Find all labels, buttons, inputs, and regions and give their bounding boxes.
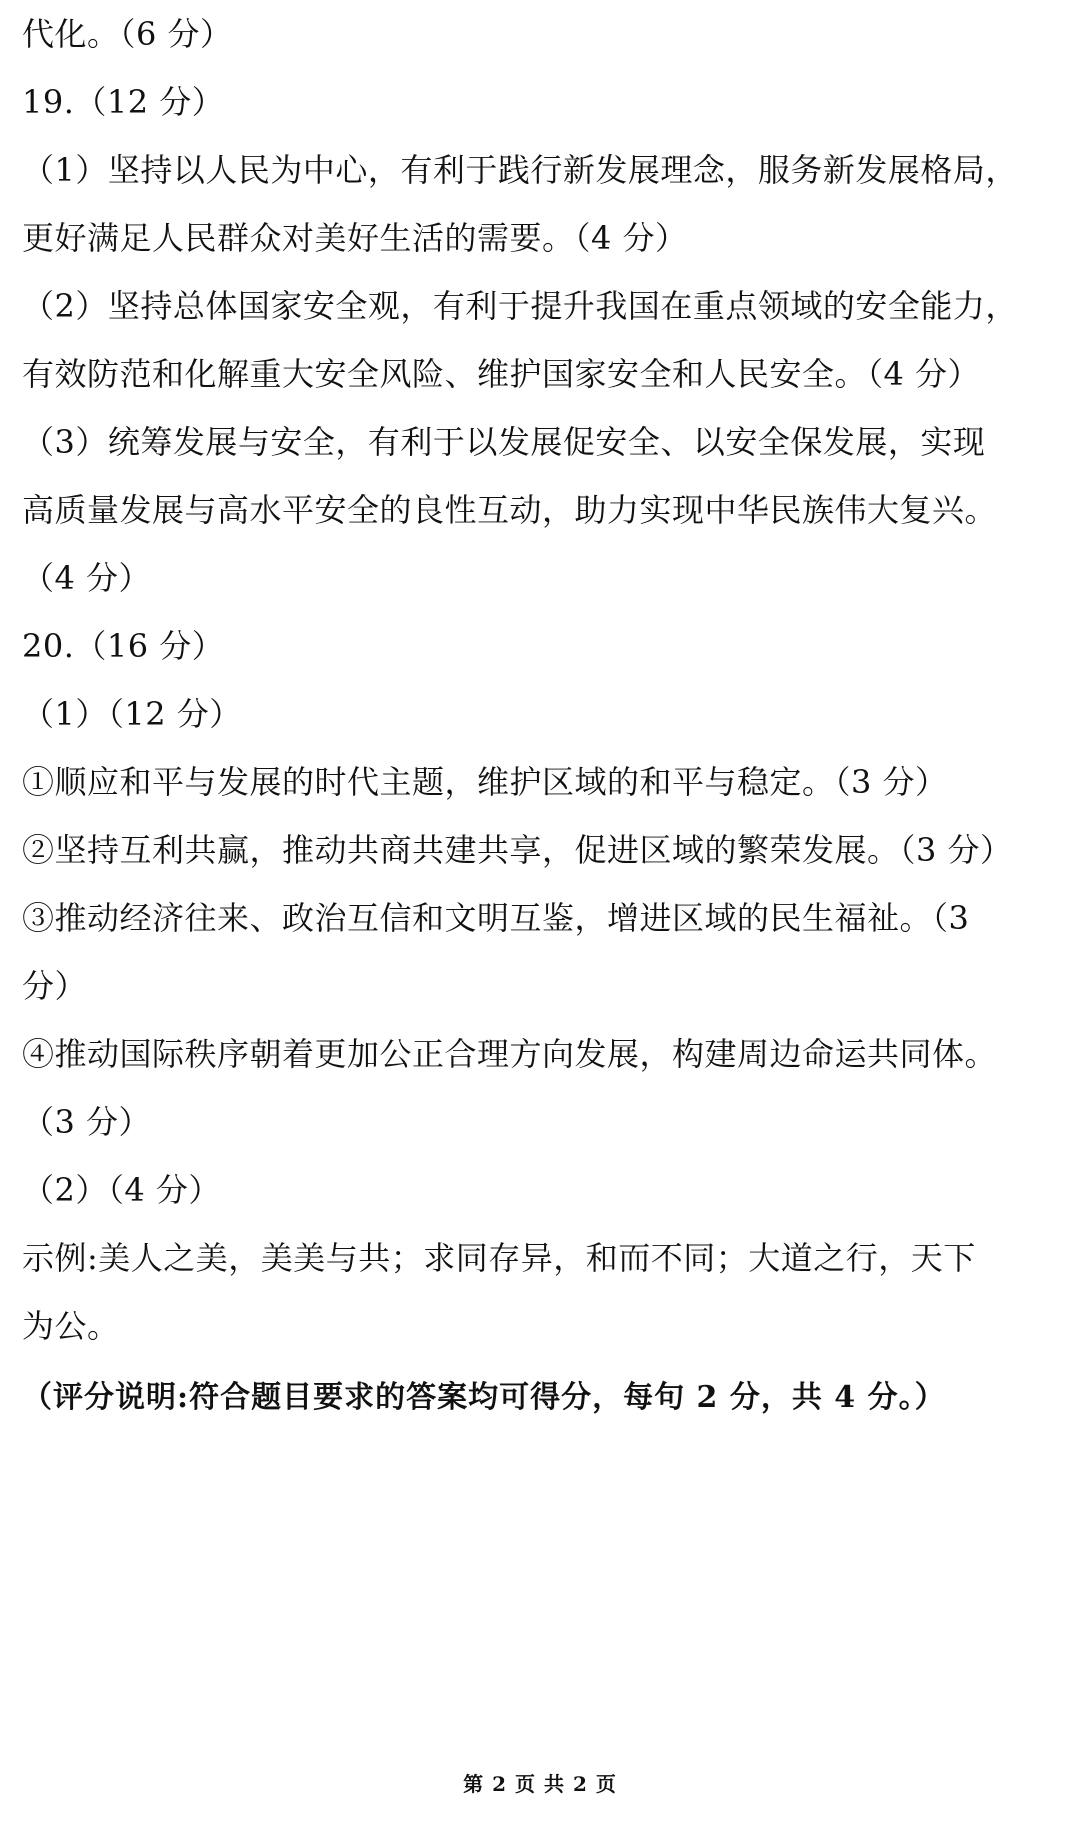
text-line: ④推动国际秩序朝着更加公正合理方向发展，构建周边命运共同体。 [22,1035,998,1073]
text-line: ②坚持互利共赢，推动共商共建共享，促进区域的繁荣发展。（3 分） [22,831,1013,869]
text-line: 代化。（6 分） [22,15,233,53]
text-line: ③推动经济往来、政治互信和文明互鉴，增进区域的民生福祉。（3 [22,899,970,937]
text-line: （3）统筹发展与安全，有利于以发展促安全、以安全保发展，实现 [22,423,986,461]
question-heading-20: 20.（16 分） [22,627,225,665]
text-line: 更好满足人民群众对美好生活的需要。（4 分） [22,219,688,257]
question-heading-19: 19.（12 分） [22,83,225,121]
grading-note: （评分说明:符合题目要求的答案均可得分，每句 2 分，共 4 分。） [22,1380,946,1415]
text-line: （1）坚持以人民为中心，有利于践行新发展理念，服务新发展格局， [22,151,1018,189]
text-line: （4 分） [22,559,152,597]
text-line: 为公。 [22,1307,120,1345]
text-line: 示例:美人之美，美美与共；求同存异，和而不同；大道之行，天下 [22,1239,976,1277]
text-line: 有效防范和化解重大安全风险、维护国家安全和人民安全。（4 分） [22,355,981,393]
text-line: （1）（12 分） [22,695,242,733]
text-line: （3 分） [22,1103,152,1141]
text-line: ①顺应和平与发展的时代主题，维护区域的和平与稳定。（3 分） [22,763,948,801]
page-footer: 第 2 页 共 2 页 [463,1772,617,1796]
text-line: （2）坚持总体国家安全观，有利于提升我国在重点领域的安全能力， [22,287,1018,325]
text-line: 分） [22,967,88,1005]
text-line: 高质量发展与高水平安全的良性互动，助力实现中华民族伟大复兴。 [22,491,998,529]
text-line: （2）（4 分） [22,1171,221,1209]
